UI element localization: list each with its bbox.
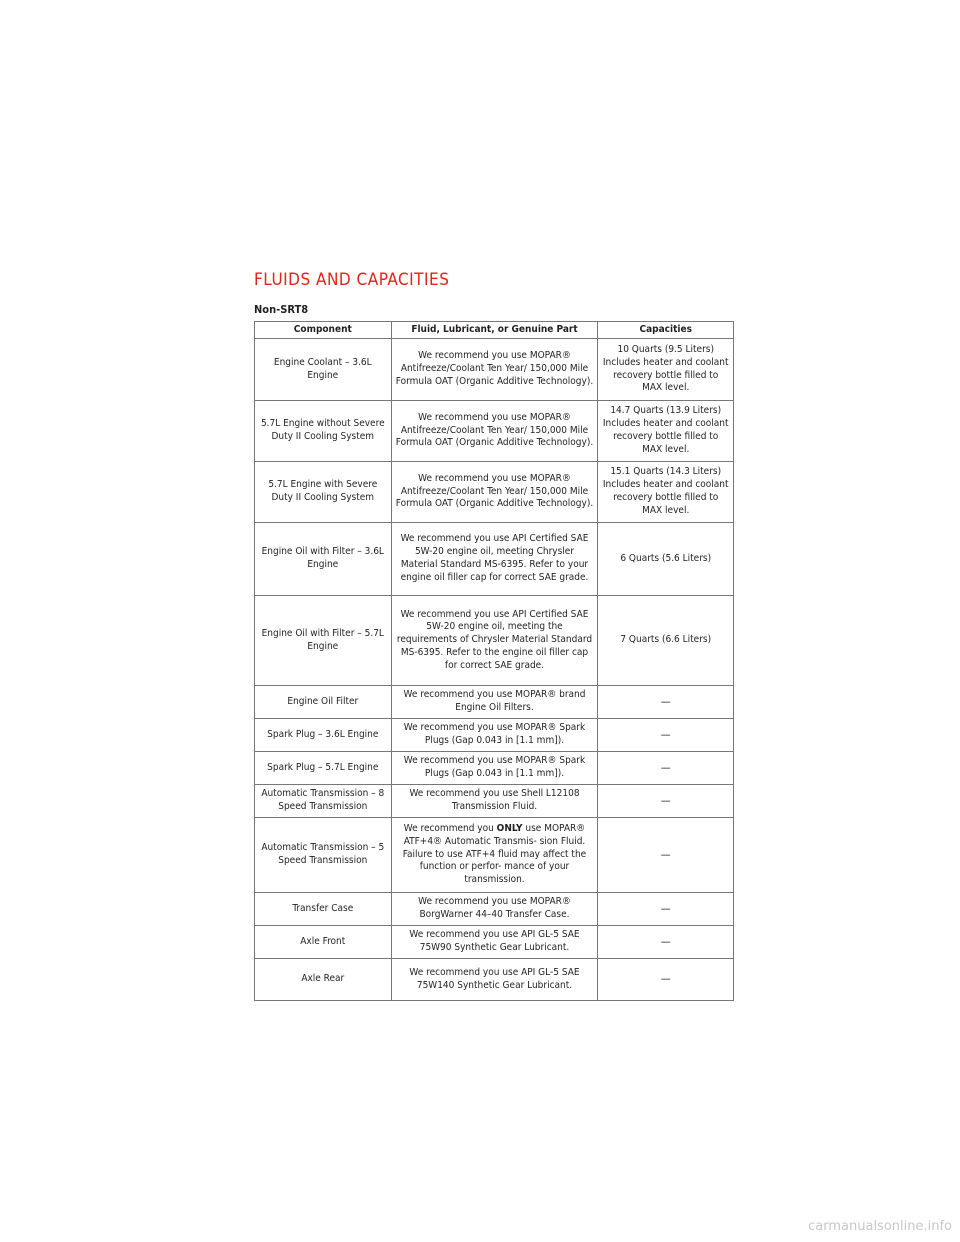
watermark: carmanualsonline.info bbox=[808, 1219, 952, 1234]
component-cell: Transfer Case bbox=[255, 893, 392, 926]
capacity-cell: — bbox=[598, 785, 734, 818]
fluid-text-start: We recommend you bbox=[403, 823, 494, 834]
capacity-cell: 6 Quarts (5.6 Liters) bbox=[598, 523, 734, 596]
component-cell: 5.7L Engine with Severe Duty II Cooling System bbox=[255, 462, 392, 523]
capacity-cell: 10 Quarts (9.5 Liters) Includes heater and coolant recovery bottle filled to MAX level. bbox=[598, 339, 734, 401]
fluid-cell: We recommend you use API GL-5 SAE 75W140 Synthetic Gear Lubricant. bbox=[391, 959, 598, 1001]
component-cell: Engine Coolant – 3.6L Engine bbox=[255, 339, 392, 401]
fluid-cell: We recommend you use Shell L12108 Transmission Fluid. bbox=[391, 785, 598, 818]
capacity-cell: — bbox=[598, 959, 734, 1001]
page-title: FLUIDS AND CAPACITIES bbox=[254, 270, 450, 290]
capacity-cell: — bbox=[598, 926, 734, 959]
capacity-cell: 14.7 Quarts (13.9 Liters) Includes heater and coolant recovery bottle filled to MAX level. bbox=[598, 401, 734, 462]
fluid-cell: We recommend you use API Certified SAE 5W-20 engine oil, meeting the requirements of Chrysler Material Standard MS-6395. Refer to the engine oil filler cap for correct SAE grade. bbox=[391, 596, 598, 686]
capacity-cell: 7 Quarts (6.6 Liters) bbox=[598, 596, 734, 686]
component-cell: Axle Front bbox=[255, 926, 392, 959]
component-cell: Spark Plug – 5.7L Engine bbox=[255, 752, 392, 785]
table-row bbox=[255, 523, 734, 596]
component-cell: Engine Oil with Filter – 5.7L Engine bbox=[255, 596, 392, 686]
table-header-row bbox=[255, 322, 734, 339]
column-header-fluid: Fluid, Lubricant, or Genuine Part bbox=[391, 322, 598, 339]
component-cell: Automatic Transmission – 8 Speed Transmission bbox=[255, 785, 392, 818]
component-cell: Automatic Transmission – 5 Speed Transmission bbox=[255, 818, 392, 893]
fluid-cell bbox=[391, 818, 598, 893]
fluid-cell: We recommend you use MOPAR® Spark Plugs (Gap 0.043 in [1.1 mm]). bbox=[391, 752, 598, 785]
component-cell: Axle Rear bbox=[255, 959, 392, 1001]
component-cell: 5.7L Engine without Severe Duty II Cooling System bbox=[255, 401, 392, 462]
capacity-cell: — bbox=[598, 686, 734, 719]
fluid-cell: We recommend you use MOPAR® Antifreeze/Coolant Ten Year/ 150,000 Mile Formula OAT (Organic Additive Technology). bbox=[391, 462, 598, 523]
table-row bbox=[255, 926, 734, 959]
section-heading: Non-SRT8 bbox=[254, 303, 309, 316]
table-row bbox=[255, 462, 734, 523]
component-cell: Spark Plug – 3.6L Engine bbox=[255, 719, 392, 752]
table-row bbox=[255, 686, 734, 719]
table-row bbox=[255, 893, 734, 926]
capacity-cell: — bbox=[598, 893, 734, 926]
capacity-cell: 15.1 Quarts (14.3 Liters) Includes heater and coolant recovery bottle filled to MAX level. bbox=[598, 462, 734, 523]
component-cell: Engine Oil with Filter – 3.6L Engine bbox=[255, 523, 392, 596]
column-header-component: Component bbox=[255, 322, 392, 339]
fluid-cell: We recommend you use MOPAR® BorgWarner 44–40 Transfer Case. bbox=[391, 893, 598, 926]
fluid-cell: We recommend you use MOPAR® Antifreeze/Coolant Ten Year/ 150,000 Mile Formula OAT (Organic Additive Technology). bbox=[391, 339, 598, 401]
table-row bbox=[255, 719, 734, 752]
fluid-text-emphasis: ONLY bbox=[496, 823, 523, 834]
column-header-capacities: Capacities bbox=[598, 322, 734, 339]
table-row bbox=[255, 785, 734, 818]
fluid-text-end: use MOPAR® ATF+4® Automatic Transmis- sion Fluid. Failure to use ATF+4 fluid may affect the function or perfor- mance of your transmission. bbox=[402, 823, 587, 886]
fluids-capacities-table bbox=[254, 321, 734, 1001]
capacity-cell: — bbox=[598, 818, 734, 893]
table-row bbox=[255, 401, 734, 462]
table-row bbox=[255, 339, 734, 401]
capacity-cell: — bbox=[598, 719, 734, 752]
capacity-cell: — bbox=[598, 752, 734, 785]
fluid-cell: We recommend you use MOPAR® Antifreeze/Coolant Ten Year/ 150,000 Mile Formula OAT (Organic Additive Technology). bbox=[391, 401, 598, 462]
fluid-cell: We recommend you use API GL-5 SAE 75W90 Synthetic Gear Lubricant. bbox=[391, 926, 598, 959]
table-row bbox=[255, 959, 734, 1001]
component-cell: Engine Oil Filter bbox=[255, 686, 392, 719]
table-row bbox=[255, 596, 734, 686]
table-row bbox=[255, 752, 734, 785]
fluid-cell: We recommend you use MOPAR® Spark Plugs (Gap 0.043 in [1.1 mm]). bbox=[391, 719, 598, 752]
fluid-cell: We recommend you use MOPAR® brand Engine Oil Filters. bbox=[391, 686, 598, 719]
fluid-cell: We recommend you use API Certified SAE 5W-20 engine oil, meeting Chrysler Material Standard MS-6395. Refer to your engine oil filler cap for correct SAE grade. bbox=[391, 523, 598, 596]
table-row bbox=[255, 818, 734, 893]
